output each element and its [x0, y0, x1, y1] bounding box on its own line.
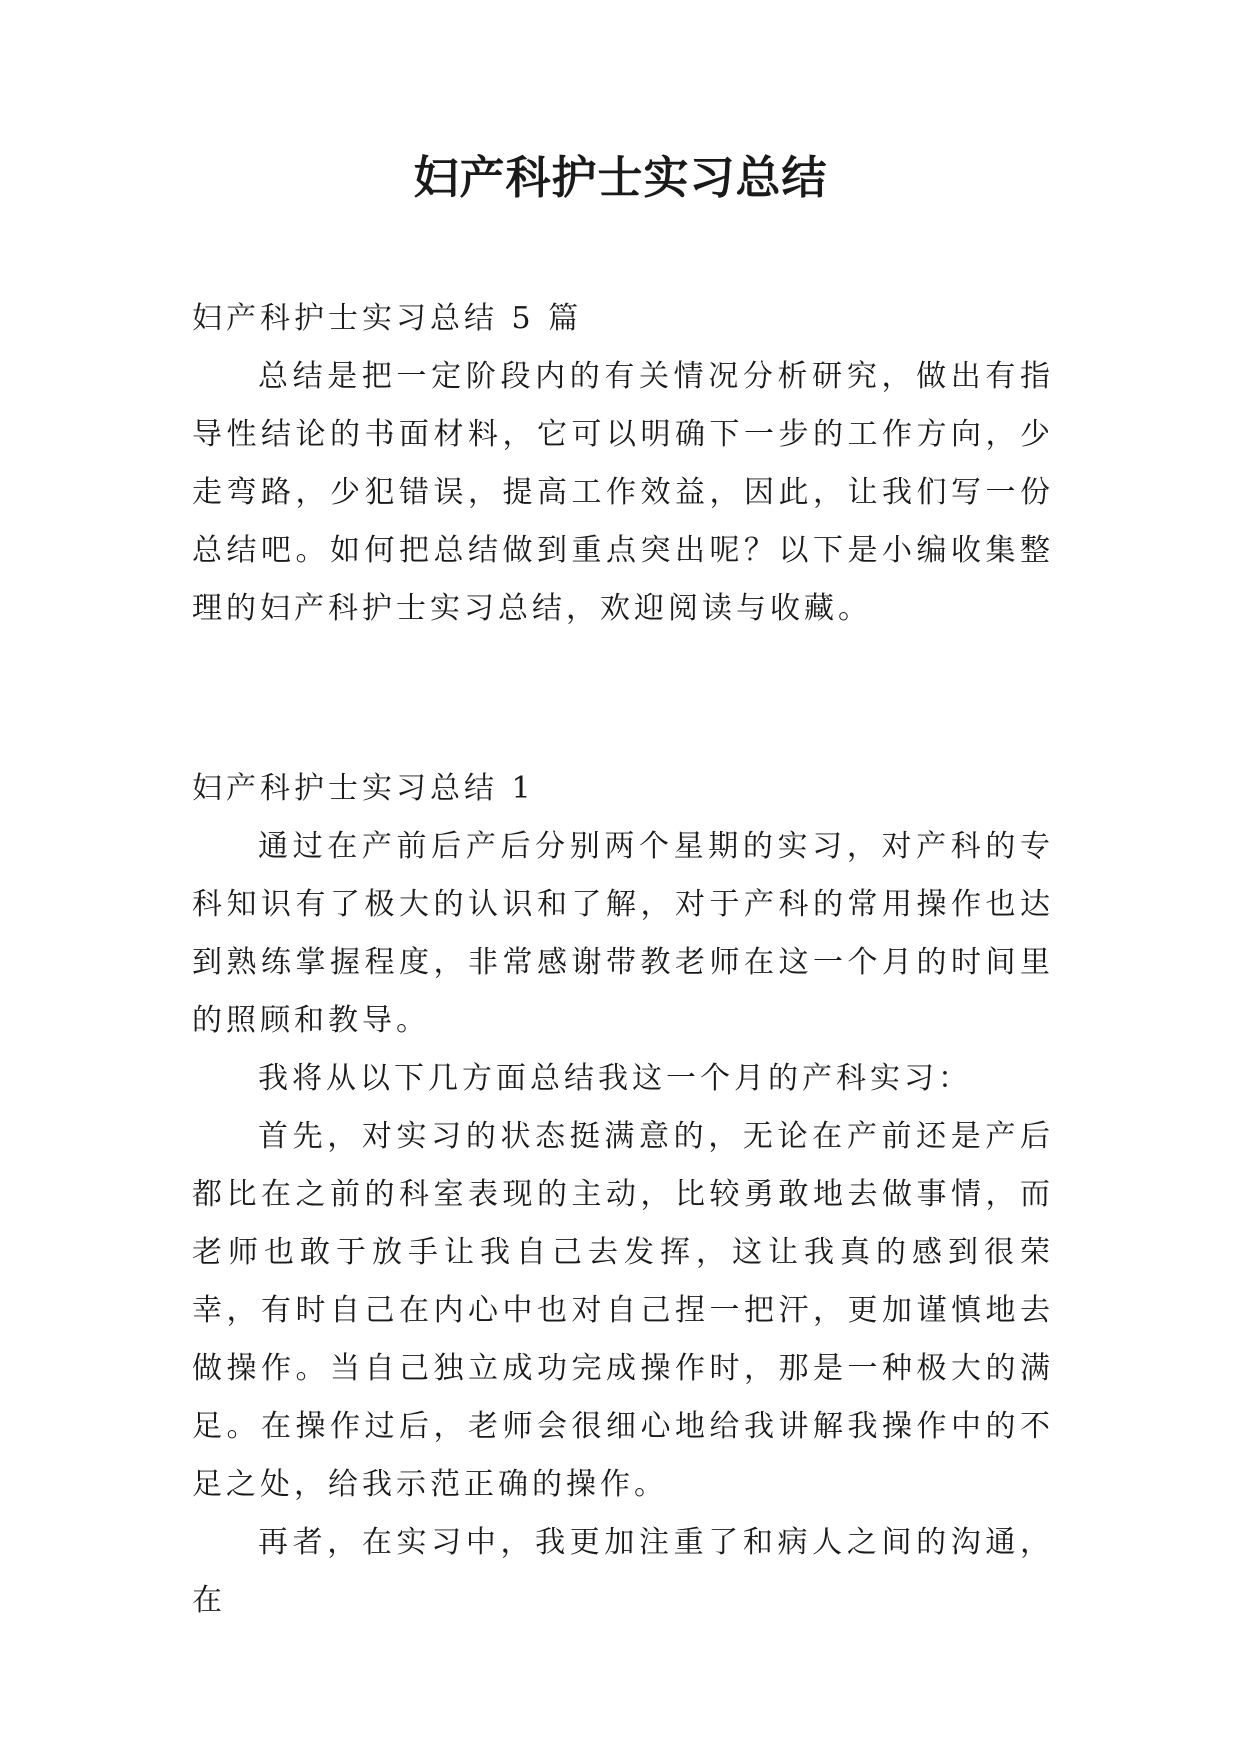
section-1-block	[192, 760, 1054, 1630]
document-title: 妇产科护士实习总结	[413, 151, 828, 204]
intro-heading: 妇产科护士实习总结 5 篇	[192, 301, 583, 336]
section-1-paragraph-4: 再者，在实习中，我更加注重了和病人之间的沟通，在	[192, 1525, 1054, 1618]
intro-paragraph: 总结是把一定阶段内的有关情况分析研究，做出有指导性结论的书面材料，它可以明确下一步的工作方向，少走弯路，少犯错误，提高工作效益，因此，让我们写一份总结吧。如何把总结做到重点突出呢？以下是小编收集整理的妇产科护士实习总结，欢迎阅读与收藏。	[192, 359, 1054, 626]
section-1-paragraph-2: 我将从以下几方面总结我这一个月的产科实习：	[258, 1061, 972, 1096]
intro-block	[192, 290, 1054, 638]
section-1-paragraph-1: 通过在产前后产后分别两个星期的实习，对产科的专科知识有了极大的认识和了解，对于产科的常用操作也达到熟练掌握程度，非常感谢带教老师在这一个月的时间里的照顾和教导。	[192, 829, 1054, 1038]
section-1-paragraph-3: 首先，对实习的状态挺满意的，无论在产前还是产后都比在之前的科室表现的主动，比较勇敢地去做事情，而老师也敢于放手让我自己去发挥，这让我真的感到很荣幸，有时自己在内心中也对自己捏一把汗，更加谨慎地去做操作。当自己独立成功完成操作时，那是一种极大的满足。在操作过后，老师会很细心地给我讲解我操作中的不足之处，给我示范正确的操作。	[192, 1119, 1054, 1502]
section-1-heading: 妇产科护士实习总结 1	[192, 771, 535, 806]
